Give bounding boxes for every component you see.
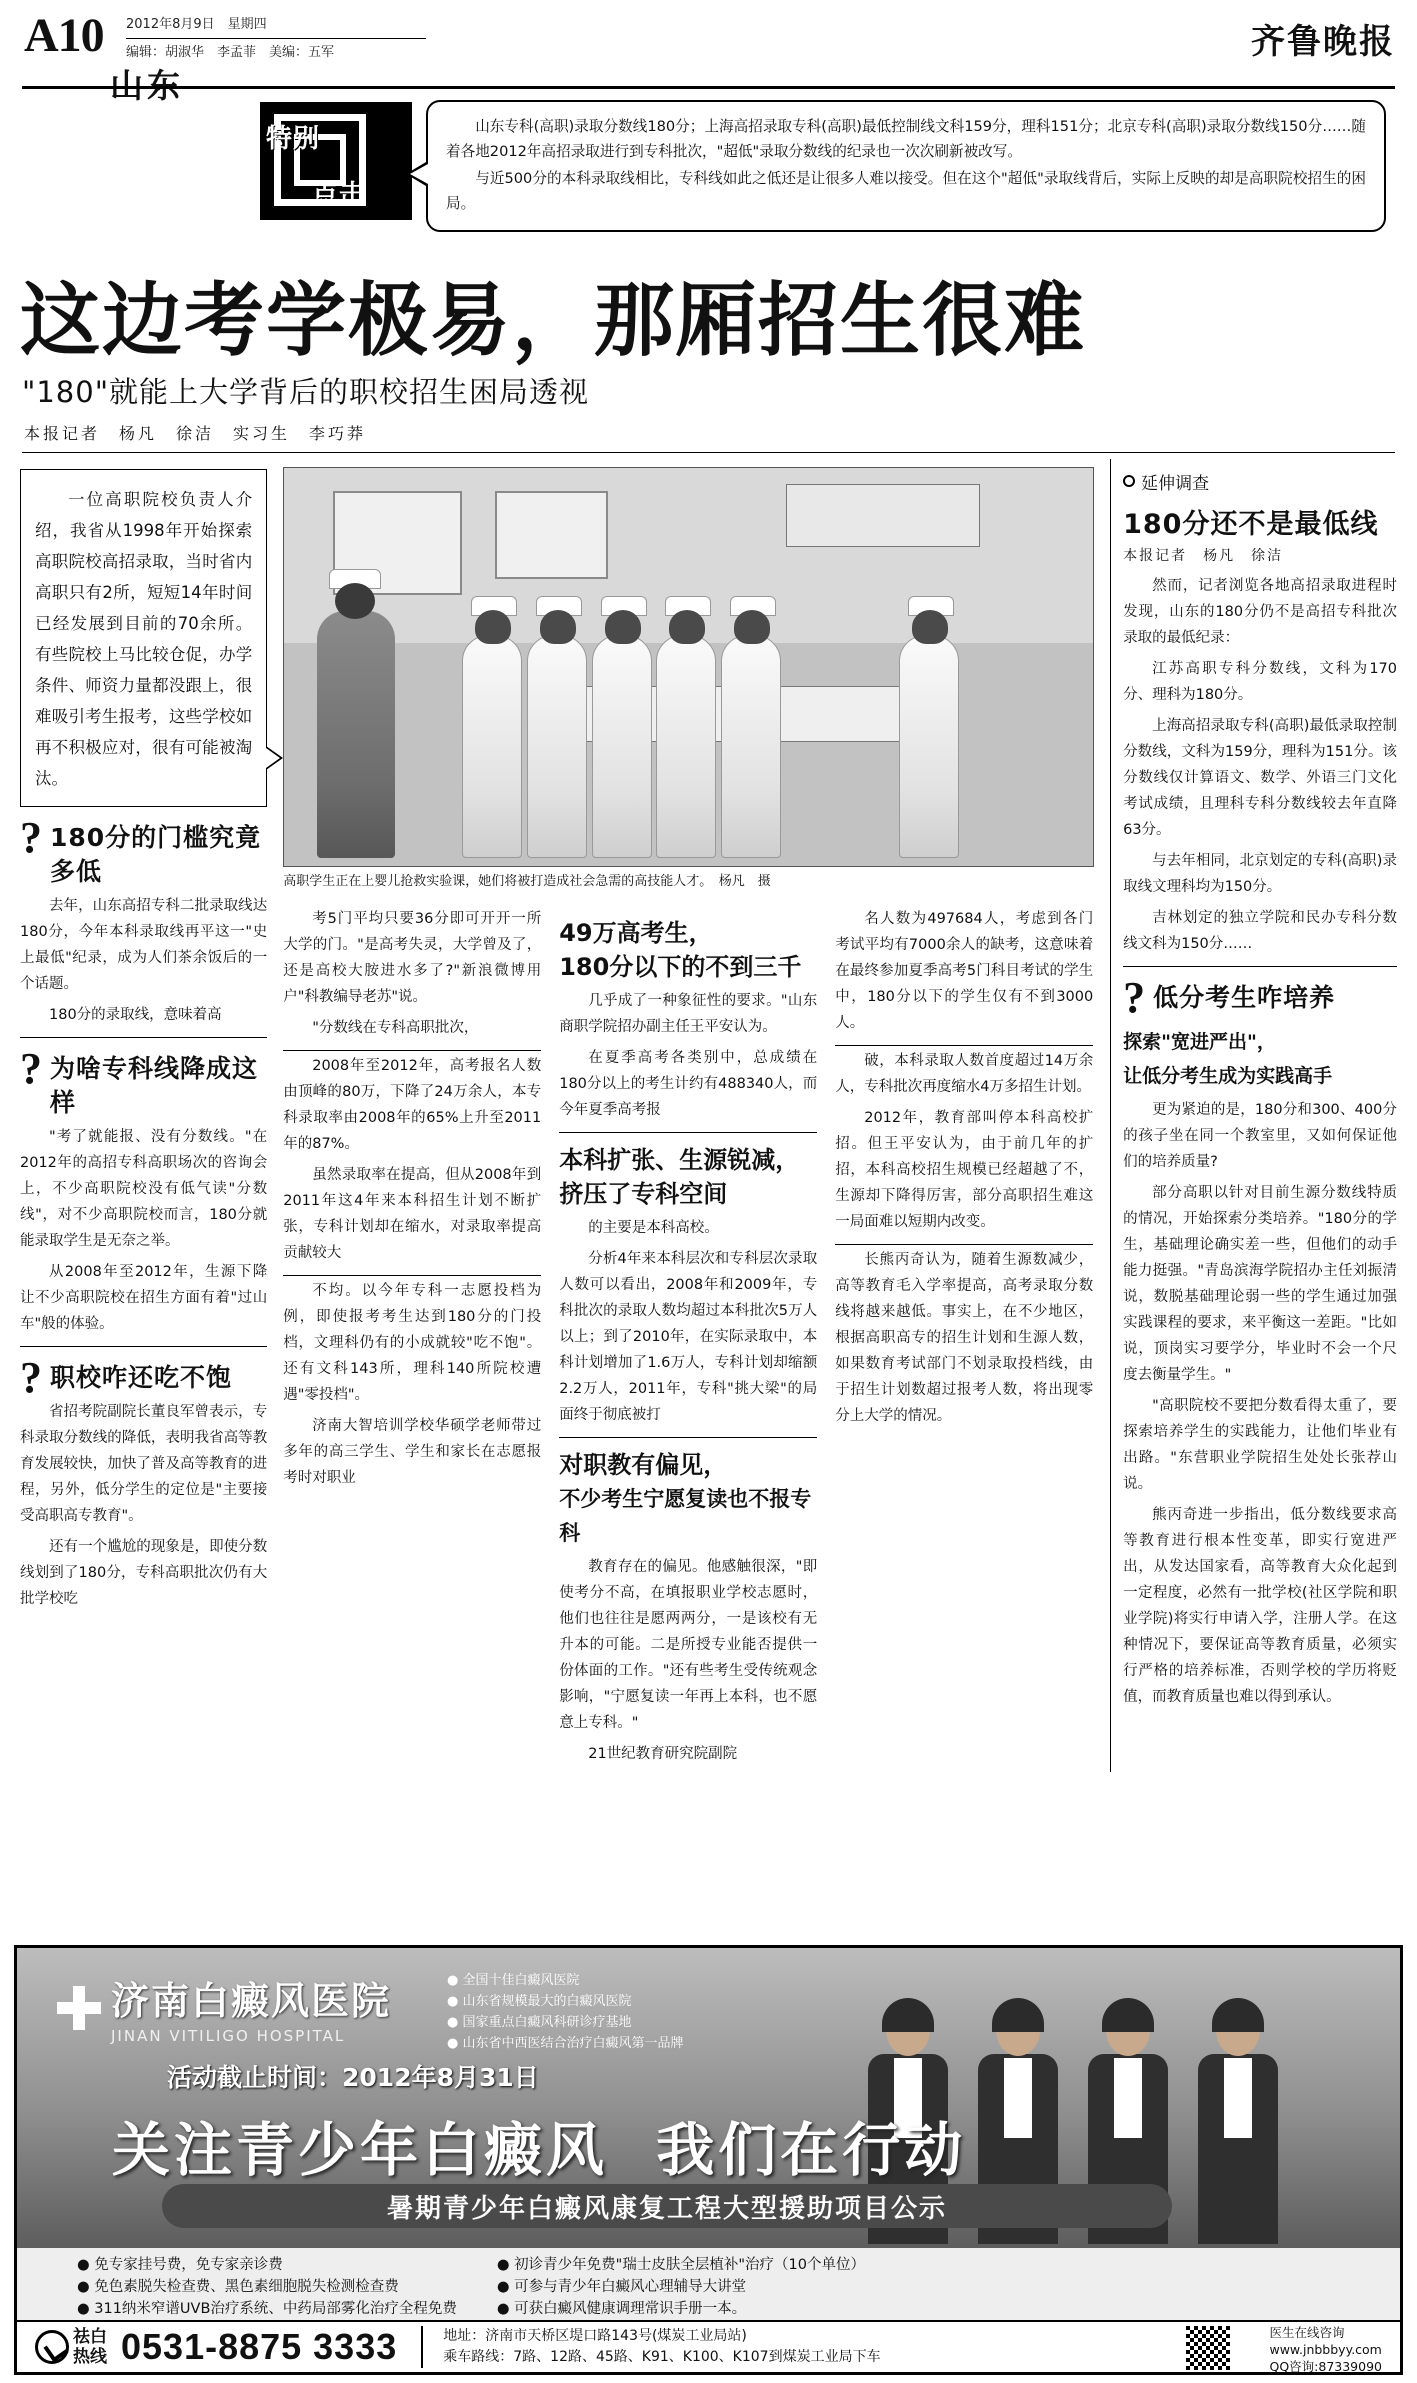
medical-cross-icon [57,1986,101,2030]
divider-m2 [283,1275,541,1276]
section-title: 山东 [110,66,184,105]
midright-para-1: 名人数为497684人，考虑到各门考试平均有7000余人的缺考，这意味着在最终参加夏季高考5门科目考试的学生中，180分以下的学生仅有不到3000人。 [835,910,1094,1031]
ad-credential-list [447,1970,683,2054]
article-photo [283,467,1094,867]
section2-para-2: 从2008年至2012年，生源下降让不少高职院校在招生方面有着"过山车"般的体验。 [20,1263,268,1332]
question-mark-icon: ? [20,1043,42,1093]
ad-benefit-r3: ● 可获白癜风健康调理常识手册一本。 [496,2301,747,2317]
section3-para-2: 还有一个尴尬的现象是，即使分数线划到了180分，专科高职批次仍有大批学校吃 [20,1538,268,1607]
ad-online-title: 医生在线咨询 [1269,2325,1345,2340]
section-title-2: 为啥专科线降成这样 [50,1053,259,1117]
rail-section-title: 低分考生咋培养 [1153,982,1336,1012]
ad-hotline-label [73,2327,107,2367]
ad-benefit-r1: ● 初诊青少年免费"瑞士皮肤全层植补"治疗（10个单位） [496,2257,865,2273]
rail-para-2: 江苏高职专科分数线，文科为170分、理科为180分。 [1123,660,1398,703]
question-mark-icon: ? [1123,972,1146,1022]
section1-para-1: 去年，山东高招专科二批录取线达180分，今年本科录取线再平这一"史上最低"纪录，成为人们茶余饭后的一个话题。 [20,897,268,992]
ad-online-qq[interactable]: QQ咨询:87339090 [1269,2359,1382,2374]
mid-col-1 [283,906,541,1772]
midright-para-4: 长熊丙奇认为，随着生源数减少，高等教育毛入学率提高，高考录取分数线将越来越低。事实上，在不少地区，根据高职高专的招生计划和生源人数，如果数育考试部门不划录取投档线，由于招生计划数超过报考人数，将出现零分上大学的情况。 [835,1251,1094,1424]
ad-benefit-col-right [497,2254,865,2320]
divider-m4 [559,1437,817,1438]
rail-para-3: 上海高招录取专科(高职)最低录取控制分数线，文科为159分，理科为151分。该分数线仅计算语文、数学、外语三门文化考试成绩，且理科专科分数线较去年直降63分。 [1123,717,1398,838]
left-column [20,459,267,1772]
ad-online-consult[interactable] [1269,2324,1382,2375]
ad-online-url[interactable]: www.jnbbbyy.com [1269,2342,1382,2357]
editor-credits: 编辑：胡淑华 李孟菲 美编：五军 [126,45,335,60]
divider-r1 [1123,966,1397,967]
mid-head-3-line1: 对职教有偏见， [559,1450,728,1479]
ad-benefit-l3: ● 311纳米窄谱UVB治疗系统、中药局部雾化治疗全程免费 [77,2301,457,2317]
midhead1-para-2: 在夏季高考各类别中，总成绩在180分以上的考生计约有488340人，而今年夏季高考报 [559,1049,818,1118]
ad-hospital-name-en: JINAN VITILIGO HOSPITAL [111,2027,346,2045]
qr-code-icon [1186,2326,1230,2370]
top-callout-zone [14,100,1403,270]
midright-para-3: 2012年，教育部叫停本科高校扩招。但王平安认为，由于前几年的扩招，本科高校招生规模已经超越了不，生源却下降得厉害，部分高职招生难这一局面难以短期内改变。 [835,1109,1094,1230]
right-rail [1110,459,1397,1772]
question-mark-icon: ? [20,1352,42,1402]
ad-address: 地址：济南市天桥区堤口路143号(煤炭工业局站) [443,2328,747,2344]
divider-1 [20,1037,267,1038]
ad-phone-number[interactable]: 0531-8875 3333 [121,2326,398,2367]
callout-paragraph-1: 山东专科(高职)录取分数线180分；上海高招录取专科(高职)最低控制线文科159分，理科151分；北京专科(高职)录取分数线150分……随着各地2012年高招录取进行到专科批次，"超低"录取分数线的纪录也一次次刷新被改写。 [446,118,1366,160]
ad-benefit-col-left [77,2254,457,2320]
ad-credential-2: ● 山东省规模最大的白癜风医院 [447,1994,632,2009]
rail-para-5: 吉林划定的独立学院和民办专科分数线文科为150分…… [1123,909,1398,952]
rail-para-4: 与去年相同，北京划定的专科(高职)录取线文理科均为150分。 [1123,852,1398,895]
ad-hotline-label-2: 热线 [73,2347,107,2367]
publication-date: 2012年8月9日 星期四 [126,17,267,32]
mid-head-2-line2: 挤压了专科空间 [559,1179,728,1208]
midhead3-para-2: 21世纪教育研究院副院 [588,1745,738,1762]
rail-sub-2: 让低分考生成为实践高手 [1123,1064,1333,1087]
rail-para-1: 然而，记者浏览各地高招录取进程时发现，山东的180分仍不是高招专科批次录取的最低纪录： [1123,577,1398,646]
ad-hero [17,1948,1400,2248]
section-heading-1 [20,812,267,889]
divider-2 [20,1346,267,1347]
midcol2-para-2: 虽然录取率在提高，但从2008年到2011年这4年来本科招生计划不断扩张，专科计划却在缩水，对录取率提高贡献较大 [283,1166,542,1261]
midcol2-para-1: 2008年至2012年，高考报名人数由顶峰的80万，下降了24万余人，本专科录取率由2008年的65%上升至2011年的87%。 [283,1057,542,1152]
masthead-divider [126,38,426,39]
photo-student-3 [592,635,652,858]
rail2-para-3: "高职院校不要把分数看得太重了，要探索培养学生的实践能力，让他们毕业有出路。"东营职业学院招生处处长张荐山说。 [1123,1397,1398,1492]
article-main [14,459,1403,1772]
special-focus-stamp [260,102,412,220]
lead-callout-bubble [426,100,1386,232]
photo-student-5 [721,635,781,858]
paper-nameplate: 齐鲁晚报 [1251,22,1395,62]
middle-column [283,459,1094,1772]
page-folio: A10 [24,9,104,62]
ad-deadline-date: 2012年8月31日 [342,2063,539,2092]
midright-para-2: 破，本科录取人数首度超过14万余人，专科批次再度缩水4万多招生计划。 [835,1052,1094,1095]
midhead2-para-1: 的主要是本科高校。 [588,1219,719,1236]
masthead-meta [126,14,426,64]
ad-benefit-l1: ● 免专家挂号费，免专家亲诊费 [77,2257,283,2273]
divider-m3 [559,1132,817,1133]
midcol1-para-2: "分数线在专科高职批次， [312,1019,479,1036]
photo-student-6 [899,635,959,858]
ad-slogan [112,2103,966,2187]
middle-body-columns [283,906,1094,1772]
divider-m6 [835,1244,1093,1245]
masthead-rule [22,86,1395,89]
ad-credential-4: ● 山东省中西医结合治疗白癜风第一品牌 [447,2036,684,2051]
rail2-para-1: 更为紧迫的是，180分和300、400分的孩子坐在同一个教室里，又如何保证他们的培养质量? [1123,1101,1398,1170]
section-title-3: 职校咋还吃不饱 [50,1362,233,1392]
rail-kicker-label: 延伸调查 [1141,473,1210,494]
section-heading-2 [20,1043,267,1120]
article-byline: 本报记者 杨凡 徐洁 实习生 李巧莽 [24,423,367,443]
midhead1-para-1: 几乎成了一种象征性的要求。"山东商职学院招办副主任王平安认为。 [559,992,818,1035]
pull-quote-text: 一位高职院校负责人介绍，我省从1998年开始探索高职院校高招录取，当时省内高职只有2所，短短14年时间已经发展到目前的70余所。有些院校上马比较仓促，办学条件、师资力量都没跟上，很难吸引考生报考，这些学校如再不积极应对，很有可能被淘汰。 [35,489,253,788]
rail-section-heading [1123,972,1397,1022]
ad-contact-bar[interactable] [17,2320,1400,2372]
mid-head-1-line2: 180分以下的不到三千 [559,952,802,981]
article-photo-wrap [283,467,1094,892]
ad-credential-1: ● 全国十佳白癜风医院 [447,1973,580,1988]
rail-sub-1: 探索"宽进严出"， [1123,1030,1276,1053]
rail2-para-4: 熊丙奇进一步指出，低分数线要求高等教育进行根本性变革，即实行宽进严出，从发达国家看，高等教育大众化起到一定程度，必然有一批学校(社区学院和职业学院)将实行申请入学，注册人学。在这种情况下，要保证高等教育质量，必须实行严格的培养标准，否则学校的学历将贬值，而教育质量也难以得到承认。 [1123,1506,1398,1705]
photo-window-2 [495,491,608,579]
stamp-text-1: 特别 [266,124,321,154]
photo-student-2 [527,635,587,858]
ad-slogan-part-1: 关注青少年白癜风 [112,2116,609,2184]
midhead3-para-1: 教育存在的偏见。他感触很深，"即使考分不高，在填报职业学校志愿时，他们也往往是愿两两分，一是该校有无升本的可能。二是所授专业能否提供一份体面的工作。"还有些考生受传统观念影响，"宁愿复读一年再上本科，也不愿意上专科。" [559,1558,818,1731]
question-mark-icon: ? [20,812,42,862]
ad-slogan-part-2: 我们在行动 [656,2116,967,2184]
headline-rule [22,452,1395,453]
ad-benefit-l2: ● 免色素脱失检查费、黑色素细胞脱失检测检查费 [77,2279,399,2295]
ad-deadline-label: 活动截止时间： [167,2063,343,2092]
section3-para-1: 省招考院副院长董良军曾表示，专科录取分数线的降低，表明我省高等教育发展较快，加快了普及高等教育的进程，另外，低分学生的定位是"主要接受高职高专教育"。 [20,1403,268,1524]
ad-program-band: 暑期青少年白癜风康复工程大型援助项目公示 [162,2184,1172,2228]
page-subheadline: "180"就能上大学背后的职校招生困局透视 [22,374,590,409]
section1-para-2: 180分的录取线，意味着高 [49,1006,222,1023]
ad-hospital-name-cn: 济南白癜风医院 [111,1979,392,2023]
ad-benefit-r2: ● 可参与青少年白癜风心理辅导大讲堂 [496,2279,747,2295]
section-heading-3 [20,1352,267,1402]
photo-caption: 高职学生正在上婴儿抢救实验课，她们将被打造成社会急需的高技能人才。 杨凡 摄 [283,873,771,889]
mid-head-3-line2: 不少考生宁愿复读也不报专科 [559,1486,812,1545]
stamp-text-3: 点击 [312,180,367,210]
midcol3-para-2: 济南大智培训学校华硕学老师带过多年的高三学生、学生和家长在志愿报考时对职业 [283,1417,542,1486]
midcol3-para-1: 不均。以今年专科一志愿投档为例，即使报考考生达到180分的门投档，文理科仍有的小成就较"吃不饱"。还有文科143所，理科140所院校遭遇"零投档"。 [283,1282,542,1403]
rail-byline: 本报记者 杨凡 徐洁 [1123,547,1284,564]
mid-col-3 [835,906,1093,1772]
mid-head-1-line1: 49万高考生， [559,918,713,947]
mid-head-2-line1: 本科扩张、生源锐减， [559,1145,800,1174]
photo-student-4 [656,635,716,858]
photo-student-1 [462,635,522,858]
advertisement[interactable] [14,1945,1403,2375]
rail2-para-2: 部分高职以针对目前生源分数线特质的情况，开始探索分类培养。"180分的学生，基础理论确实差一些，但他们的动手能力挺强。"青岛滨海学院招办主任刘振清说，数脱基础理论弱一些的学生通过加强实践课程的要求，来平衡这一差距。"比如说，顶岗实习要学分，毕业时不会一个尺度去衡量学生。" [1123,1184,1398,1383]
page-headline: 这边考学极易，那厢招生很难 [20,274,1086,367]
photo-surgical-lamp [786,484,980,548]
midcol1-para-1: 考5门平均只要36分即可开开一所大学的门。"是高考失灵，大学曾及了，还是高校大胺进水多了?"新浪微博用户"科教编导老苏"说。 [283,910,542,1005]
ad-logo [57,1970,391,2045]
callout-paragraph-2: 与近500分的本科录取线相比，专科线如此之低还是让很多人难以接受。但在这个"超低"录取线背后，实际上反映的却是高职院校招生的困局。 [446,170,1366,212]
divider-m5 [835,1045,1093,1046]
phone-icon [35,2330,69,2364]
ad-benefit-columns [17,2248,1400,2326]
section2-para-1: "考了就能报、没有分数线。"在2012年的高招专科高职场次的咨询会上，不少高职院校没有低气读"分数线"，对不少高职院校而言，180分就能录取学生是无奈之举。 [20,1128,268,1249]
pull-quote-box [20,469,267,807]
rail-title: 180分还不是最低线 [1123,508,1379,540]
ad-credential-3: ● 国家重点白癜风科研诊疗基地 [447,2015,632,2030]
divider-m1 [283,1050,541,1051]
section-title-1: 180分的门槛究竟多低 [50,822,262,886]
photo-instructor [317,611,395,858]
ad-deadline [167,2058,539,2094]
rail-kicker [1123,469,1397,494]
ad-benefits [17,2248,1400,2320]
mid-col-2 [559,906,817,1772]
ad-hotline-label-1: 祛白 [73,2327,107,2347]
circle-bullet-icon [1123,475,1135,487]
midhead2-para-2: 分析4年来本科层次和专科层次录取人数可以看出，2008年和2009年，专科批次的录取人数均超过本科批次5万人以上；到了2010年，在实际录取中，本科计划增加了1.6万人，专科计划却缩额2.2万人，2011年，专科"挑大梁"的局面终于彻底被打 [559,1250,818,1423]
ad-address-block [421,2326,880,2368]
masthead [14,0,1403,105]
ad-bus-routes: 乘车路线：7路、12路、45路、K91、K100、K107到煤炭工业局下车 [443,2349,881,2365]
